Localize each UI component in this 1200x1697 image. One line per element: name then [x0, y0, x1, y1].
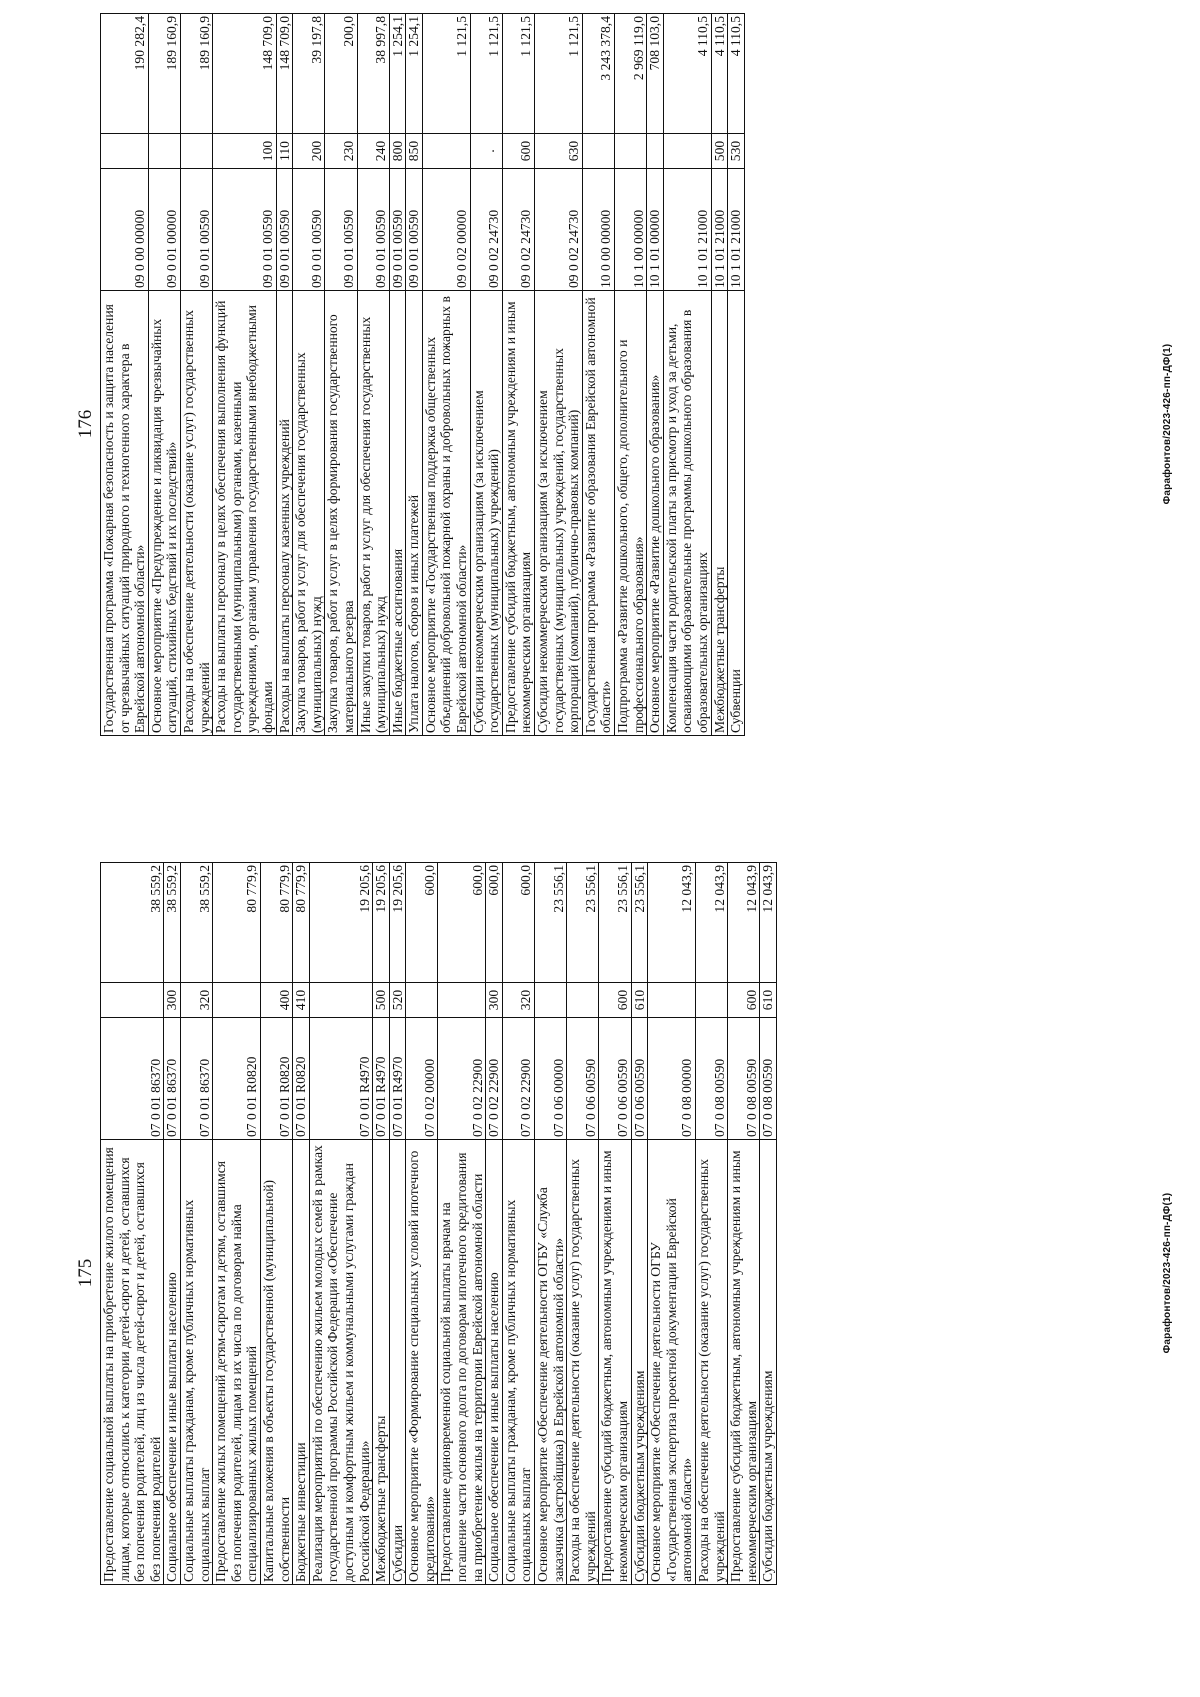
row-amount-cell: 1 121,5 [470, 14, 502, 134]
table-row [582, 14, 614, 736]
row-code-cell: 09 0 01 00590 [406, 169, 423, 291]
table-row [567, 863, 599, 1585]
row-amount-cell: 600,0 [438, 863, 486, 983]
row-code-cell: 10 0 00 00000 [582, 169, 614, 291]
row-code-cell: 10 1 01 21000 [711, 169, 728, 291]
document-footer: Фарафонтов/2023-426-пп-ДФ(1) [1162, 1192, 1173, 1354]
row-expense-type-cell [615, 134, 647, 169]
table-row [293, 863, 310, 1585]
row-name-cell: Социальное обеспечение и иные выплаты населению [486, 1140, 503, 1585]
row-code-cell: 09 0 01 00000 [148, 169, 180, 291]
row-amount-cell: 19 205,6 [389, 863, 406, 983]
budget-table [100, 13, 745, 736]
row-amount-cell: 148 709,0 [213, 14, 276, 134]
row-code-cell: 07 0 01 86370 [180, 1018, 212, 1140]
row-code-cell: 07 0 02 22900 [438, 1018, 486, 1140]
row-expense-type-cell: 500 [373, 983, 390, 1018]
row-amount-cell: 708 103,0 [647, 14, 664, 134]
row-amount-cell: 1 121,5 [422, 14, 470, 134]
row-code-cell: 09 0 01 00590 [389, 169, 406, 291]
row-amount-cell: 12 043,9 [728, 863, 760, 983]
row-amount-cell: 600,0 [406, 863, 438, 983]
row-expense-type-cell: 600 [502, 134, 534, 169]
row-code-cell: 07 0 01 86370 [164, 1018, 181, 1140]
row-amount-cell: 2 969 119,0 [615, 14, 647, 134]
row-name-cell: Реализация мероприятий по обеспечению жильем молодых семей в рамках государственной программы Российской Федерации «Обеспечение доступным и комфортным жильем и коммунальными услугами граждан Российской Федерации» [309, 1140, 372, 1585]
row-name-cell: Социальные выплаты гражданам, кроме публичных нормативных социальных выплат [180, 1140, 212, 1585]
row-amount-cell: 80 779,9 [260, 863, 292, 983]
table-row [728, 863, 760, 1585]
table-row [164, 863, 181, 1585]
row-name-cell: Иные бюджетные ассигнования [389, 291, 406, 736]
row-expense-type-cell [422, 134, 470, 169]
row-name-cell: Иные закупки товаров, работ и услуг для обеспечения государственных (муниципальных) нужд [357, 291, 389, 736]
row-name-cell: Субсидии некоммерческим организациям (за исключением государственных (муниципальных) учреждений, государственных корпораций (компаний), публично-правовых компаний) [535, 291, 583, 736]
row-code-cell: 07 0 01 R4970 [309, 1018, 372, 1140]
row-name-cell: Предоставление субсидий бюджетным, автономным учреждениям и иным некоммерческим организациям [599, 1140, 631, 1585]
table-row [470, 14, 502, 736]
row-amount-cell: 148 709,0 [276, 14, 293, 134]
page-number: 175 [75, 1258, 96, 1288]
row-code-cell: 09 0 00 00000 [101, 169, 149, 291]
row-name-cell: Межбюджетные трансферты [711, 291, 728, 736]
table-row [148, 14, 180, 736]
row-code-cell: 07 0 08 00590 [695, 1018, 727, 1140]
row-expense-type-cell: 530 [728, 134, 745, 169]
row-expense-type-cell [406, 983, 438, 1018]
table-row [357, 14, 389, 736]
row-code-cell: 07 0 01 R4970 [373, 1018, 390, 1140]
budget-table [100, 862, 777, 1585]
table-row [180, 863, 212, 1585]
row-name-cell: Уплата налогов, сборов и иных платежей [406, 291, 423, 736]
row-amount-cell: 1 254,1 [389, 14, 406, 134]
row-code-cell: 10 1 00 00000 [615, 169, 647, 291]
row-amount-cell: 189 160,9 [148, 14, 180, 134]
row-name-cell: Субвенции [728, 291, 745, 736]
row-name-cell: Социальное обеспечение и иные выплаты населению [164, 1140, 181, 1585]
row-expense-type-cell [647, 134, 664, 169]
document-page-175 [0, 849, 1200, 1697]
row-amount-cell: 3 243 378,4 [582, 14, 614, 134]
row-amount-cell: 38 559,2 [101, 863, 164, 983]
table-row [276, 14, 293, 736]
row-expense-type-cell: 200 [293, 134, 325, 169]
row-expense-type-cell: 300 [486, 983, 503, 1018]
row-expense-type-cell: 800 [389, 134, 406, 169]
row-code-cell: 07 0 06 00000 [535, 1018, 567, 1140]
table-row [695, 863, 727, 1585]
table-row [728, 14, 745, 736]
rotated-page-content [0, 849, 1200, 1697]
row-amount-cell: 200,0 [325, 14, 357, 134]
table-row [502, 863, 534, 1585]
document-page-176 [0, 0, 1200, 848]
table-row [648, 863, 696, 1585]
row-name-cell: Основное мероприятие «Предупреждение и ликвидация чрезвычайных ситуаций, стихийных бедствий и их последствий» [148, 291, 180, 736]
row-expense-type-cell: 410 [293, 983, 310, 1018]
row-expense-type-cell: 230 [325, 134, 357, 169]
row-name-cell: Социальные выплаты гражданам, кроме публичных нормативных социальных выплат [502, 1140, 534, 1585]
row-expense-type-cell: 240 [357, 134, 389, 169]
row-code-cell: 09 0 01 00590 [325, 169, 357, 291]
table-row [406, 14, 423, 736]
row-name-cell: Расходы на обеспечение деятельности (оказание услуг) государственных учреждений [695, 1140, 727, 1585]
row-name-cell: Основное мероприятие «Обеспечение деятельности ОГБУ «Служба заказчика (застройщика) в Еврейской автономной области» [535, 1140, 567, 1585]
row-name-cell: Субсидии бюджетным учреждениям [631, 1140, 648, 1585]
table-row [631, 863, 648, 1585]
table-row [373, 863, 390, 1585]
row-name-cell: Бюджетные инвестиции [293, 1140, 310, 1585]
row-code-cell: 07 0 01 86370 [101, 1018, 164, 1140]
table-row [711, 14, 728, 736]
row-name-cell: Компенсация части родительской платы за присмотр и уход за детьми, осваивающими образовательные программы дошкольного образования в образовательных организациях [663, 291, 711, 736]
row-code-cell: 09 0 01 00590 [180, 169, 212, 291]
table-row [213, 14, 276, 736]
row-amount-cell: 1 121,5 [535, 14, 583, 134]
row-expense-type-cell [567, 983, 599, 1018]
row-expense-type-cell [535, 983, 567, 1018]
table-row [438, 863, 486, 1585]
row-name-cell: Закупка товаров, работ и услуг для обеспечения государственных (муниципальных) нужд [293, 291, 325, 736]
row-name-cell: Предоставление субсидий бюджетным, автономным учреждениям и иным некоммерческим организациям [502, 291, 534, 736]
row-code-cell: 09 0 02 24730 [470, 169, 502, 291]
row-amount-cell: 4 110,5 [711, 14, 728, 134]
row-expense-type-cell [101, 134, 149, 169]
table-row [502, 14, 534, 736]
row-amount-cell: 190 282,4 [101, 14, 149, 134]
row-name-cell: Государственная программа «Пожарная безопасность и защита населения от чрезвычайных ситуаций природного и техногенного характера в Еврейской автономной области» [101, 291, 149, 736]
row-amount-cell: 80 779,9 [293, 863, 310, 983]
row-expense-type-cell: 520 [389, 983, 406, 1018]
row-name-cell: Предоставление социальной выплаты на приобретение жилого помещения лицам, которые относились к категории детей-сирот и детей, оставшихся без попечения родителей, лиц из числа детей-сирот и детей, оставшихся без попечения родителей [101, 1140, 164, 1585]
row-amount-cell: 23 556,1 [631, 863, 648, 983]
row-expense-type-cell [438, 983, 486, 1018]
row-code-cell: 09 0 01 00590 [357, 169, 389, 291]
table-row [101, 863, 164, 1585]
page-number: 176 [75, 409, 96, 439]
row-name-cell: Субсидии [389, 1140, 406, 1585]
row-amount-cell: 1 254,1 [406, 14, 423, 134]
row-amount-cell: 23 556,1 [535, 863, 567, 983]
rotated-page-content [0, 0, 1200, 848]
row-amount-cell: 19 205,6 [309, 863, 372, 983]
table-row [309, 863, 372, 1585]
row-name-cell: Основное мероприятие «Формирование специальных условий ипотечного кредитования» [406, 1140, 438, 1585]
row-name-cell: Субсидии некоммерческим организациям (за исключением государственных (муниципальных) учреждений) [470, 291, 502, 736]
row-code-cell: 10 1 01 21000 [728, 169, 745, 291]
row-amount-cell: 12 043,9 [695, 863, 727, 983]
row-code-cell: 10 1 01 21000 [663, 169, 711, 291]
table-row [325, 14, 357, 736]
row-code-cell: 07 0 08 00590 [760, 1018, 777, 1140]
table-row [535, 14, 583, 736]
row-name-cell: Расходы на выплаты персоналу казенных учреждений [276, 291, 293, 736]
row-amount-cell: 80 779,9 [213, 863, 261, 983]
row-code-cell: 07 0 06 00590 [599, 1018, 631, 1140]
row-amount-cell: 600,0 [486, 863, 503, 983]
table-row [647, 14, 664, 736]
table-row [486, 863, 503, 1585]
row-amount-cell: 4 110,5 [663, 14, 711, 134]
row-name-cell: Расходы на обеспечение деятельности (оказание услуг) государственных учреждений [567, 1140, 599, 1585]
row-expense-type-cell: 100 [213, 134, 276, 169]
row-expense-type-cell [213, 983, 261, 1018]
row-amount-cell: 4 110,5 [728, 14, 745, 134]
row-expense-type-cell [148, 134, 180, 169]
row-amount-cell: 38 559,2 [180, 863, 212, 983]
row-code-cell: 07 0 02 00000 [406, 1018, 438, 1140]
row-expense-type-cell: 320 [502, 983, 534, 1018]
row-code-cell: 10 1 01 00000 [647, 169, 664, 291]
table-row [180, 14, 212, 736]
row-name-cell: Субсидии бюджетным учреждениям [760, 1140, 777, 1585]
row-code-cell: 07 0 01 R0820 [213, 1018, 261, 1140]
row-expense-type-cell: 600 [599, 983, 631, 1018]
table-row [260, 863, 292, 1585]
row-name-cell: Капитальные вложения в объекты государственной (муниципальной) собственности [260, 1140, 292, 1585]
row-name-cell: Подпрограмма «Развитие дошкольного, общего, дополнительного и профессионального образования» [615, 291, 647, 736]
row-expense-type-cell [101, 983, 164, 1018]
row-name-cell: Закупка товаров, работ и услуг в целях формирования государственного материального резерва [325, 291, 357, 736]
row-amount-cell: 23 556,1 [599, 863, 631, 983]
row-amount-cell: 38 997,8 [357, 14, 389, 134]
row-code-cell: 09 0 01 00590 [276, 169, 293, 291]
row-code-cell: 09 0 02 24730 [502, 169, 534, 291]
table-row [406, 863, 438, 1585]
row-amount-cell: 12 043,9 [648, 863, 696, 983]
table-row [760, 863, 777, 1585]
row-code-cell: 09 0 01 00590 [213, 169, 276, 291]
row-amount-cell: 1 121,5 [502, 14, 534, 134]
table-row [615, 14, 647, 736]
row-expense-type-cell [582, 134, 614, 169]
row-amount-cell: 38 559,2 [164, 863, 181, 983]
row-expense-type-cell: 850 [406, 134, 423, 169]
row-expense-type-cell: · [470, 134, 502, 169]
row-amount-cell: 23 556,1 [567, 863, 599, 983]
row-expense-type-cell: 320 [180, 983, 212, 1018]
row-code-cell: 09 0 01 00590 [293, 169, 325, 291]
row-amount-cell: 39 197,8 [293, 14, 325, 134]
row-name-cell: Государственная программа «Развитие образования Еврейской автономной области» [582, 291, 614, 736]
row-code-cell: 07 0 01 R4970 [389, 1018, 406, 1140]
row-expense-type-cell: 610 [631, 983, 648, 1018]
row-expense-type-cell [695, 983, 727, 1018]
row-expense-type-cell: 300 [164, 983, 181, 1018]
row-amount-cell: 600,0 [502, 863, 534, 983]
row-name-cell: Расходы на обеспечение деятельности (оказание услуг) государственных учреждений [180, 291, 212, 736]
table-row [535, 863, 567, 1585]
row-name-cell: Межбюджетные трансферты [373, 1140, 390, 1585]
row-code-cell: 07 0 06 00590 [567, 1018, 599, 1140]
row-name-cell: Предоставление единовременной социальной выплаты врачам на погашение части основного долга по договорам ипотечного кредитования на приобретение жилья на территории Еврейской автономной области [438, 1140, 486, 1585]
row-expense-type-cell: 600 [728, 983, 760, 1018]
document-footer: Фарафонтов/2023-426-пп-ДФ(1) [1162, 343, 1173, 505]
row-expense-type-cell [648, 983, 696, 1018]
row-code-cell: 07 0 02 22900 [502, 1018, 534, 1140]
row-code-cell: 07 0 08 00590 [728, 1018, 760, 1140]
row-expense-type-cell: 610 [760, 983, 777, 1018]
row-amount-cell: 19 205,6 [373, 863, 390, 983]
row-expense-type-cell: 630 [535, 134, 583, 169]
table-row [389, 863, 406, 1585]
row-expense-type-cell [309, 983, 372, 1018]
row-code-cell: 07 0 01 R0820 [293, 1018, 310, 1140]
row-expense-type-cell: 400 [260, 983, 292, 1018]
table-row [389, 14, 406, 736]
row-name-cell: Предоставление субсидий бюджетным, автономным учреждениям и иным некоммерческим организациям [728, 1140, 760, 1585]
table-row [422, 14, 470, 736]
row-name-cell: Основное мероприятие «Развитие дошкольного образования» [647, 291, 664, 736]
row-name-cell: Предоставление жилых помещений детям-сиротам и детям, оставшимся без попечения родителей, лицам из их числа по договорам найма специализированных жилых помещений [213, 1140, 261, 1585]
row-code-cell: 07 0 01 R0820 [260, 1018, 292, 1140]
row-amount-cell: 12 043,9 [760, 863, 777, 983]
row-expense-type-cell [663, 134, 711, 169]
row-expense-type-cell: 500 [711, 134, 728, 169]
row-expense-type-cell [180, 134, 212, 169]
table-row [101, 14, 149, 736]
row-code-cell: 07 0 08 00000 [648, 1018, 696, 1140]
row-code-cell: 09 0 02 24730 [535, 169, 583, 291]
row-amount-cell: 189 160,9 [180, 14, 212, 134]
row-name-cell: Основное мероприятие «Государственная поддержка общественных объединений добровольной пожарной охраны и добровольных пожарных в Еврейской автономной области» [422, 291, 470, 736]
table-row [599, 863, 631, 1585]
row-name-cell: Расходы на выплаты персоналу в целях обеспечения выполнения функций государственными (муниципальными) органами, казенными учреждениями, органами управления государственными внебюджетными фондами [213, 291, 276, 736]
table-row [663, 14, 711, 736]
row-code-cell: 07 0 02 22900 [486, 1018, 503, 1140]
table-row [293, 14, 325, 736]
row-code-cell: 09 0 02 00000 [422, 169, 470, 291]
row-name-cell: Основное мероприятие «Обеспечение деятельности ОГБУ «Государственная экспертиза проектной документации Еврейской автономной области» [648, 1140, 696, 1585]
row-code-cell: 07 0 06 00590 [631, 1018, 648, 1140]
row-expense-type-cell: 110 [276, 134, 293, 169]
table-row [213, 863, 261, 1585]
